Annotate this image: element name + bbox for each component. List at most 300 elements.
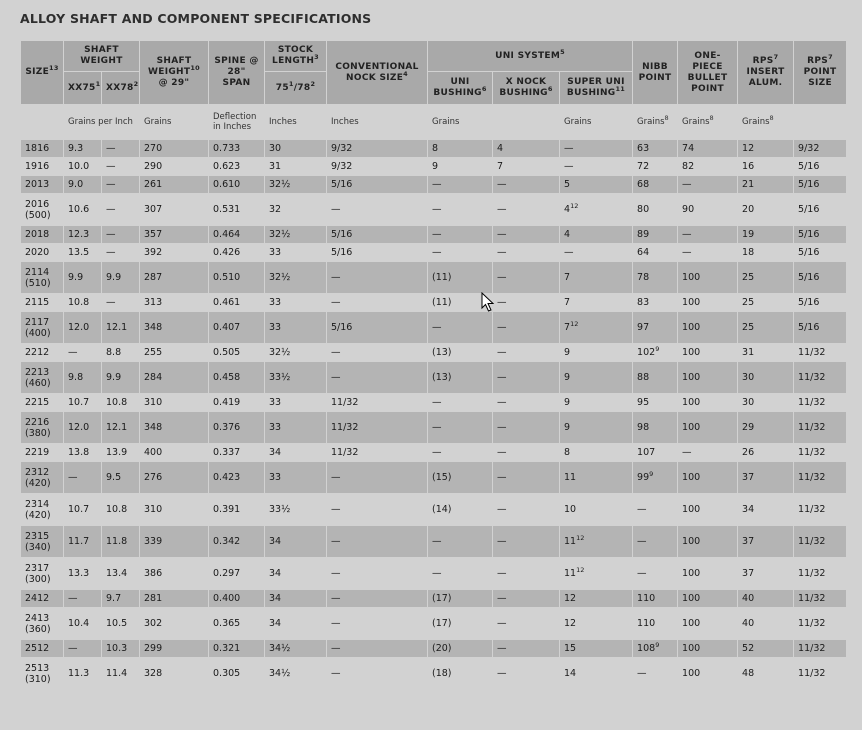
cell-superuni: 9 [560,344,633,362]
cell-spine: 0.423 [209,462,265,494]
cell-spine: 0.305 [209,658,265,690]
cell-spine: 0.610 [209,176,265,194]
cell-uni: — [428,394,493,412]
cell-rps-point: 11/32 [794,608,847,640]
cell-rps-insert: 29 [738,412,794,444]
cell-xnock: — [493,312,560,344]
cell-nibb: 89 [633,226,678,244]
cell-stock: 31 [265,158,327,176]
cell-size: 2413 (360) [21,608,64,640]
cell-xx75: 13.3 [64,558,102,590]
cell-nibb: 64 [633,244,678,262]
cell-spine: 0.510 [209,262,265,294]
shaft-weight-29-header: SHAFT WEIGHT$^{10}$ @ 29" [140,41,209,105]
table-row [21,558,847,590]
cell-uni: (15) [428,462,493,494]
cell-xnock: — [493,608,560,640]
cell-rps-insert: 21 [738,176,794,194]
cell-w29: 261 [140,176,209,194]
cell-rps-insert: 37 [738,526,794,558]
stock-length-header: STOCK LENGTH$^3$ [265,41,327,72]
cell-xx75: 10.8 [64,294,102,312]
unit-onepiece: Grains$^8$ [678,105,738,140]
cell-uni: — [428,176,493,194]
cell-conv: 5/16 [327,176,428,194]
table-row [21,176,847,194]
cell-superuni: 9 [560,362,633,394]
cell-w29: 307 [140,194,209,226]
cell-nibb: 98 [633,412,678,444]
cell-rps-insert: 12 [738,140,794,158]
cell-onepiece: 100 [678,526,738,558]
cell-xx75: — [64,344,102,362]
cell-xx75: 9.8 [64,362,102,394]
cell-xx78: — [102,244,140,262]
cell-onepiece: 100 [678,394,738,412]
cell-xx78: — [102,294,140,312]
cell-size: 2115 [21,294,64,312]
xx75-header: $XX75^1$ [64,72,102,105]
cell-nibb: 80 [633,194,678,226]
cell-size: 2215 [21,394,64,412]
cell-nibb: 72 [633,158,678,176]
cell-uni: (17) [428,608,493,640]
cell-superuni: 7 [560,294,633,312]
cell-nibb: — [633,526,678,558]
cell-rps-point: 11/32 [794,590,847,608]
cell-conv: 5/16 [327,312,428,344]
cell-spine: 0.407 [209,312,265,344]
cell-nibb: — [633,558,678,590]
table-row [21,244,847,262]
cell-onepiece: 100 [678,362,738,394]
cell-xx75: 12.0 [64,312,102,344]
table-row [21,226,847,244]
cell-w29: 287 [140,262,209,294]
cell-xx78: — [102,194,140,226]
cell-xx75: 10.4 [64,608,102,640]
cell-uni: (11) [428,262,493,294]
cell-uni: — [428,444,493,462]
cell-uni: — [428,312,493,344]
cell-size: 2114 (510) [21,262,64,294]
cell-rps-point: 5/16 [794,244,847,262]
cell-rps-point: 11/32 [794,526,847,558]
cell-spine: 0.337 [209,444,265,462]
cell-rps-insert: 37 [738,462,794,494]
cell-stock: 32 [265,194,327,226]
cell-nibb: $102^9$ [633,344,678,362]
cell-rps-insert: 19 [738,226,794,244]
page-title: ALLOY SHAFT AND COMPONENT SPECIFICATIONS [20,11,372,26]
cell-rps-insert: 40 [738,590,794,608]
mouse-cursor-icon [481,292,495,313]
cell-w29: 281 [140,590,209,608]
cell-onepiece: 100 [678,462,738,494]
cell-conv: — [327,194,428,226]
cell-size: 2018 [21,226,64,244]
cell-onepiece: — [678,244,738,262]
cell-superuni: — [560,140,633,158]
table-row [21,140,847,158]
cell-superuni: — [560,244,633,262]
cell-spine: 0.342 [209,526,265,558]
cell-size: 2213 (460) [21,362,64,394]
cell-conv: 9/32 [327,158,428,176]
table-row [21,640,847,658]
cell-conv: — [327,362,428,394]
table-row [21,158,847,176]
cell-onepiece: 100 [678,312,738,344]
cell-rps-insert: 30 [738,362,794,394]
cell-nibb: — [633,658,678,690]
table-row [21,658,847,690]
cell-w29: 302 [140,608,209,640]
x-nock-bushing-header: X NOCK BUSHING$^6$ [493,72,560,105]
cell-onepiece: 100 [678,412,738,444]
cell-stock: 34½ [265,640,327,658]
cell-nibb: 110 [633,608,678,640]
cell-rps-point: 11/32 [794,494,847,526]
cell-nibb: 88 [633,362,678,394]
table-row [21,526,847,558]
shaft-weight-header: SHAFT WEIGHT [64,41,140,72]
table-row [21,312,847,344]
table-row [21,608,847,640]
cell-xx75: 12.0 [64,412,102,444]
cell-size: 1916 [21,158,64,176]
cell-xnock: — [493,658,560,690]
cell-xx75: — [64,590,102,608]
cell-uni: — [428,244,493,262]
cell-xnock: — [493,194,560,226]
unit-stock: Inches [265,105,327,140]
cell-conv: — [327,526,428,558]
cell-conv: 11/32 [327,394,428,412]
cell-conv: — [327,462,428,494]
table-row [21,262,847,294]
cell-spine: 0.297 [209,558,265,590]
cell-onepiece: 90 [678,194,738,226]
cell-xx75: 11.3 [64,658,102,690]
cell-onepiece: 100 [678,344,738,362]
cell-rps-insert: 48 [738,658,794,690]
cell-xx75: 9.9 [64,262,102,294]
cell-conv: — [327,590,428,608]
cell-size: 2016 (500) [21,194,64,226]
cell-nibb: $108^9$ [633,640,678,658]
stock-sub-header: $75^1/78^2$ [265,72,327,105]
cell-w29: 339 [140,526,209,558]
table-row [21,590,847,608]
cell-w29: 400 [140,444,209,462]
cell-size: 2513 (310) [21,658,64,690]
cell-nibb: 97 [633,312,678,344]
cell-xx78: 9.5 [102,462,140,494]
cell-rps-insert: 16 [738,158,794,176]
cell-superuni: 11 [560,462,633,494]
cell-xnock: 7 [493,158,560,176]
cell-conv: — [327,294,428,312]
spine-header: SPINE @ 28" SPAN [209,41,265,105]
cell-conv: — [327,344,428,362]
cell-rps-point: 11/32 [794,658,847,690]
cell-rps-insert: 18 [738,244,794,262]
cell-rps-insert: 52 [738,640,794,658]
unit-shaft-weight-29: Grains [140,105,209,140]
cell-spine: 0.321 [209,640,265,658]
cell-superuni: $4^{12}$ [560,194,633,226]
unit-conv: Inches [327,105,428,140]
cell-stock: 34 [265,590,327,608]
cell-superuni: 15 [560,640,633,658]
cell-spine: 0.531 [209,194,265,226]
cell-uni: (14) [428,494,493,526]
cell-onepiece: 74 [678,140,738,158]
cell-superuni: 14 [560,658,633,690]
cell-onepiece: 100 [678,294,738,312]
cell-w29: 386 [140,558,209,590]
cell-xx75: 12.3 [64,226,102,244]
cell-xnock: — [493,590,560,608]
unit-shaft-weight: Grains per Inch [64,105,140,140]
size-header: SIZE$^{13}$ [21,41,64,105]
cell-spine: 0.365 [209,608,265,640]
cell-w29: 328 [140,658,209,690]
cell-xnock: — [493,494,560,526]
cell-rps-insert: 37 [738,558,794,590]
cell-size: 2315 (340) [21,526,64,558]
cell-spine: 0.458 [209,362,265,394]
cell-rps-insert: 26 [738,444,794,462]
cell-stock: 33 [265,294,327,312]
cell-onepiece: — [678,226,738,244]
cell-stock: 32½ [265,176,327,194]
super-uni-bushing-header: SUPER UNI BUSHING$^{11}$ [560,72,633,105]
uni-system-header: UNI SYSTEM$^5$ [428,41,633,72]
cell-onepiece: 100 [678,494,738,526]
cell-xx78: 11.8 [102,526,140,558]
cell-w29: 284 [140,362,209,394]
unit-superuni: Grains [560,105,633,140]
cell-conv: — [327,608,428,640]
cell-spine: 0.623 [209,158,265,176]
cell-xnock: — [493,176,560,194]
cell-xx75: 10.0 [64,158,102,176]
cell-rps-insert: 31 [738,344,794,362]
cell-uni: (13) [428,344,493,362]
cell-onepiece: 82 [678,158,738,176]
cell-xx78: — [102,158,140,176]
cell-rps-point: 11/32 [794,412,847,444]
cell-spine: 0.400 [209,590,265,608]
cell-rps-point: 11/32 [794,558,847,590]
cell-xx78: 10.3 [102,640,140,658]
cell-conv: — [327,262,428,294]
cell-xx75: 10.7 [64,394,102,412]
cell-superuni: $11^{12}$ [560,558,633,590]
cell-rps-point: 5/16 [794,262,847,294]
cell-conv: — [327,640,428,658]
rps-point-header: RPS$^7$ POINT SIZE [794,41,847,105]
cell-stock: 34 [265,526,327,558]
cell-onepiece: 100 [678,558,738,590]
cell-superuni: $7^{12}$ [560,312,633,344]
cell-rps-point: 5/16 [794,226,847,244]
table-row [21,394,847,412]
cell-stock: 32½ [265,262,327,294]
nibb-point-header: NIBB POINT [633,41,678,105]
cell-spine: 0.376 [209,412,265,444]
cell-stock: 34½ [265,658,327,690]
cell-rps-insert: 20 [738,194,794,226]
cell-size: 2212 [21,344,64,362]
cell-xx78: — [102,176,140,194]
cell-rps-insert: 25 [738,262,794,294]
cell-stock: 33 [265,412,327,444]
table-row [21,462,847,494]
cell-rps-insert: 34 [738,494,794,526]
cell-onepiece: 100 [678,640,738,658]
cell-xx78: 9.9 [102,362,140,394]
cell-rps-point: 11/32 [794,344,847,362]
cell-onepiece: 100 [678,262,738,294]
cell-w29: 392 [140,244,209,262]
cell-xx75: 10.6 [64,194,102,226]
cell-xnock: — [493,444,560,462]
cell-size: 2219 [21,444,64,462]
cell-size: 2020 [21,244,64,262]
cell-xnock: — [493,226,560,244]
cell-spine: 0.426 [209,244,265,262]
cell-xnock: — [493,462,560,494]
cell-nibb: $99^9$ [633,462,678,494]
cell-spine: 0.733 [209,140,265,158]
uni-bushing-header: UNI BUSHING$^6$ [428,72,493,105]
cell-uni: 8 [428,140,493,158]
table-row [21,294,847,312]
cell-stock: 33 [265,462,327,494]
cell-xnock: — [493,294,560,312]
cell-stock: 32½ [265,344,327,362]
rps-insert-header: RPS$^7$ INSERT ALUM. [738,41,794,105]
cell-uni: — [428,558,493,590]
cell-size: 2317 (300) [21,558,64,590]
cell-nibb: 78 [633,262,678,294]
cell-rps-point: 5/16 [794,176,847,194]
cell-uni: — [428,226,493,244]
cell-xx75: — [64,640,102,658]
cell-xx78: 13.4 [102,558,140,590]
cell-xnock: — [493,412,560,444]
cell-nibb: 107 [633,444,678,462]
table-row [21,494,847,526]
cell-xx78: 13.9 [102,444,140,462]
cell-conv: 9/32 [327,140,428,158]
cell-superuni: 9 [560,412,633,444]
cell-xnock: — [493,362,560,394]
conventional-nock-header: CONVENTIONAL NOCK SIZE$^4$ [327,41,428,105]
cell-size: 1816 [21,140,64,158]
cell-stock: 34 [265,608,327,640]
cell-conv: 5/16 [327,244,428,262]
cell-nibb: 68 [633,176,678,194]
cell-w29: 270 [140,140,209,158]
table-row [21,412,847,444]
cell-rps-insert: 25 [738,294,794,312]
cell-xnock: — [493,526,560,558]
cell-stock: 30 [265,140,327,158]
cell-rps-point: 11/32 [794,394,847,412]
cell-rps-point: 11/32 [794,462,847,494]
cell-uni: (13) [428,362,493,394]
cell-rps-insert: 30 [738,394,794,412]
cell-xx78: 9.7 [102,590,140,608]
cell-stock: 33½ [265,362,327,394]
cell-conv: — [327,558,428,590]
cell-nibb: 110 [633,590,678,608]
cell-w29: 255 [140,344,209,362]
cell-xnock: 4 [493,140,560,158]
cell-rps-insert: 40 [738,608,794,640]
cell-xnock: — [493,244,560,262]
cell-rps-point: 11/32 [794,640,847,658]
cell-rps-point: 11/32 [794,444,847,462]
unit-rps: Grains$^8$ [738,105,794,140]
cell-size: 2117 (400) [21,312,64,344]
cell-rps-point: 5/16 [794,312,847,344]
cell-xx78: 10.5 [102,608,140,640]
cell-superuni: 9 [560,394,633,412]
cell-stock: 34 [265,444,327,462]
cell-onepiece: 100 [678,608,738,640]
cell-xx75: 10.7 [64,494,102,526]
cell-conv: — [327,494,428,526]
cell-stock: 33½ [265,494,327,526]
cell-superuni: 4 [560,226,633,244]
cell-xx75: 9.3 [64,140,102,158]
cell-w29: 310 [140,494,209,526]
cell-nibb: 95 [633,394,678,412]
cell-conv: — [327,658,428,690]
cell-size: 2013 [21,176,64,194]
cell-size: 2216 (380) [21,412,64,444]
cell-uni: — [428,412,493,444]
table-row [21,194,847,226]
cell-superuni: 5 [560,176,633,194]
cell-onepiece: — [678,444,738,462]
cell-xnock: — [493,344,560,362]
cell-w29: 357 [140,226,209,244]
table-row [21,344,847,362]
cell-rps-point: 5/16 [794,158,847,176]
cell-xnock: — [493,262,560,294]
cell-w29: 276 [140,462,209,494]
cell-stock: 34 [265,558,327,590]
cell-stock: 33 [265,244,327,262]
cell-xnock: — [493,640,560,658]
cell-superuni: 8 [560,444,633,462]
cell-rps-point: 5/16 [794,194,847,226]
cell-stock: 32½ [265,226,327,244]
cell-spine: 0.461 [209,294,265,312]
cell-spine: 0.419 [209,394,265,412]
cell-xnock: — [493,394,560,412]
unit-uni: Grains [428,105,493,140]
cell-nibb: 63 [633,140,678,158]
cell-w29: 313 [140,294,209,312]
cell-onepiece: 100 [678,590,738,608]
